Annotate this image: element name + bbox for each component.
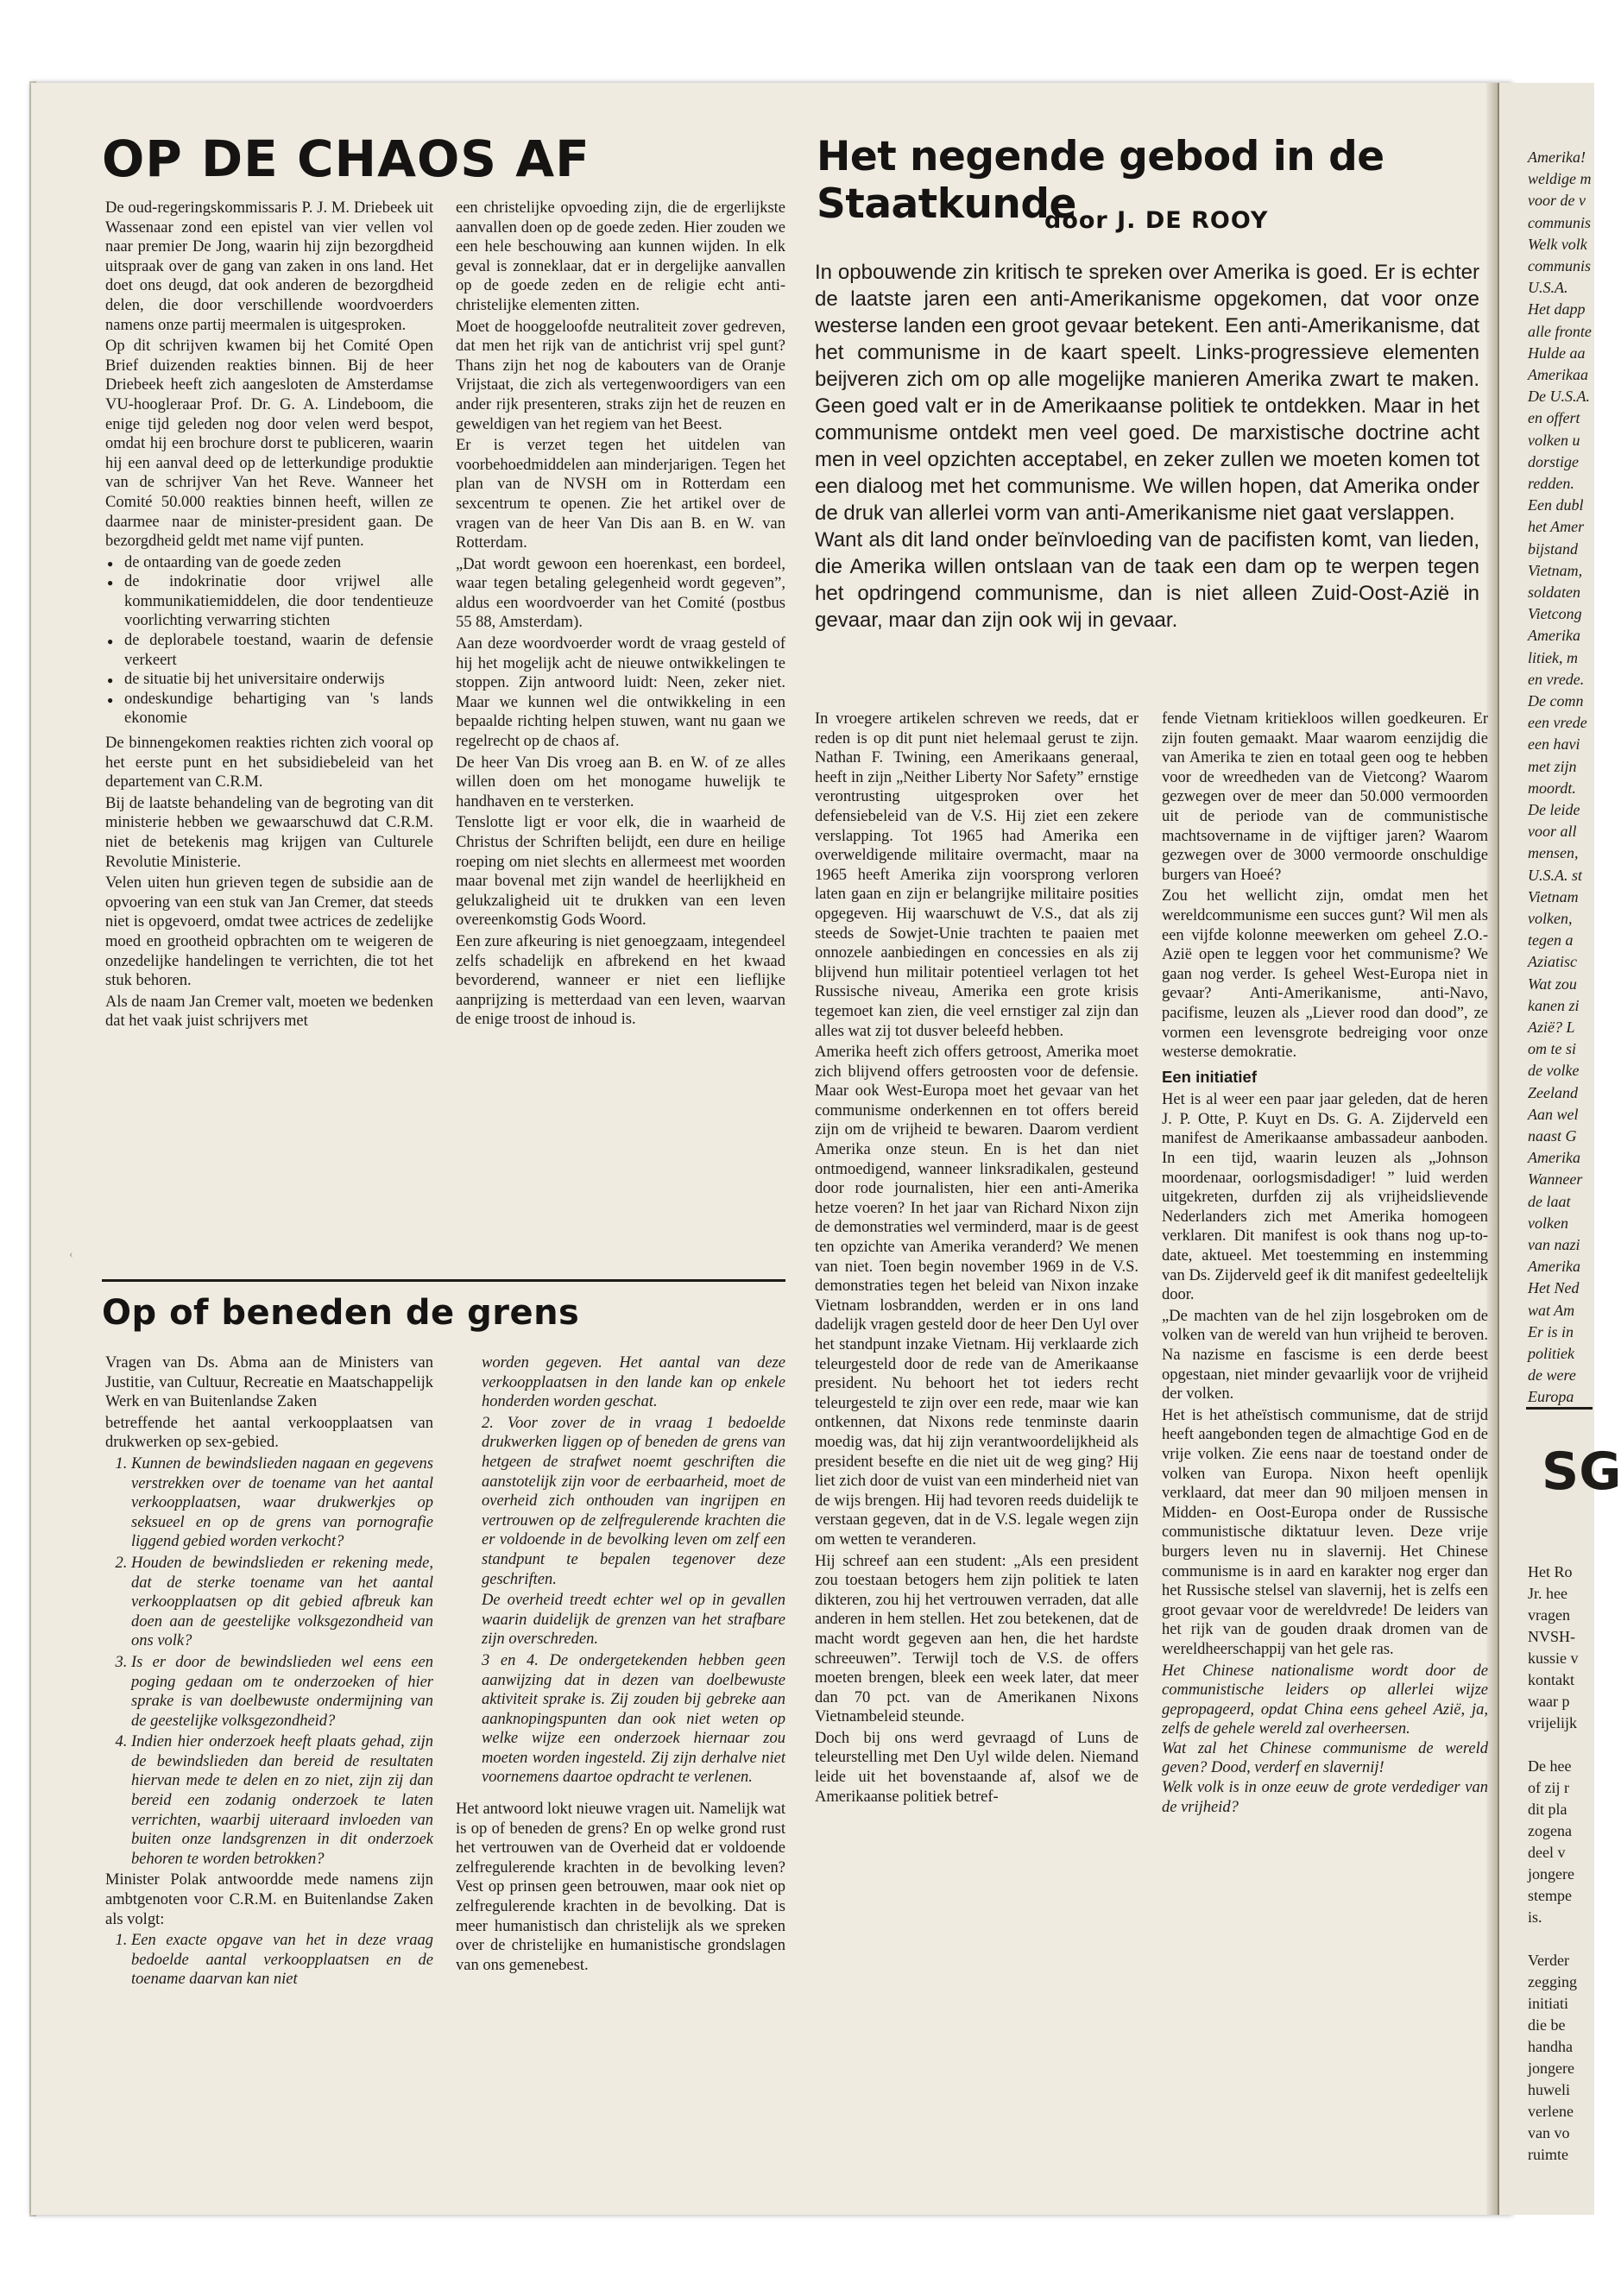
paragraph: Bij de laatste behandeling van de begroting van dit ministerie hebben we gewaarschuwd dat C.R.M. niet de betekenis mag krijgen van Culturele Revolutie Ministerie. <box>105 794 433 871</box>
list-item: ● ondeskundige behartiging van 's lands ekonomie <box>124 690 433 729</box>
adjacent-line: een havi <box>1528 735 1580 754</box>
paragraph: Moet de hooggeloofde neutraliteit zover gedreven, dat men het rijk van de antichrist vrij spel gunt? Thans zijn het nog de kabouters van de Oranje Vrijstaat, die zich als vertegenwoordigers van een ander rijk presenteren, straks zijn het de reuzen en geweldigen van het regiem van het Beest. <box>456 318 785 433</box>
adjacent-line: moordt. <box>1528 779 1576 797</box>
adjacent-line: Wanneer <box>1528 1170 1583 1189</box>
answer-list <box>105 1931 433 1990</box>
adjacent-line: dit pla <box>1528 1801 1567 1818</box>
question-list <box>105 1454 433 1869</box>
adjacent-line: politiek <box>1528 1345 1574 1362</box>
adjacent-line: Het Ro <box>1528 1563 1573 1580</box>
list-item: ● de indokrinatie door vrijwel alle kommunikatiemiddelen, die door tendentieuze voorlichting verwarring stichten <box>124 572 433 631</box>
adjacent-line: volken <box>1528 1214 1568 1232</box>
article-grens-column-1 <box>105 1353 433 1991</box>
adjacent-line: Zeeland <box>1528 1083 1578 1101</box>
adjacent-line: verlene <box>1528 2103 1574 2120</box>
adjacent-line: Azië? L <box>1528 1019 1575 1036</box>
adjacent-line: Vietnam <box>1528 887 1579 905</box>
adjacent-line: NVSH- <box>1528 1628 1576 1645</box>
adjacent-line: jongere <box>1528 2059 1574 2077</box>
list-item: 1. Kunnen de bewindslieden nagaan en gegevens verstrekken over de toename van het aantal verkoopplaatsen, waar drukwerkjes op seksueel en op de grens van pornografie liggend gebied worden verkocht? <box>131 1454 433 1552</box>
adjacent-line: communis <box>1528 213 1591 231</box>
adjacent-line: U.S.A. <box>1528 279 1568 297</box>
adjacent-line: bijstand <box>1528 539 1579 558</box>
adjacent-line: vragen <box>1528 1606 1570 1624</box>
paragraph: 3 en 4. De ondergetekenden hebben geen aanwijzing dat in dezen van doelbewuste aktiviteit sprake is. Zij zouden bij gebreke aan aanknopingspunten dan ook niet weten op welke wijze een onderzoek hiernaar zou moeten worden ingesteld. Zij zijn derhalve niet voornemens daartoe opdracht te verlenen. <box>482 1651 785 1787</box>
article-title-chaos: OP DE CHAOS AF <box>102 129 590 188</box>
article-gebod-lead <box>815 259 1479 634</box>
adjacent-line: om te si <box>1528 1040 1576 1058</box>
adjacent-line: tegen a <box>1528 931 1574 949</box>
list-item: ● de ontaarding van de goede zeden <box>124 553 433 573</box>
adjacent-line: Aziatisc <box>1528 953 1577 971</box>
adjacent-line: communis <box>1528 257 1591 274</box>
adjacent-line: deel v <box>1528 1844 1566 1861</box>
adjacent-line: Jr. hee <box>1528 1585 1567 1602</box>
byline: door J. DE ROOY <box>1044 207 1269 234</box>
adjacent-line: De hee <box>1528 1757 1572 1775</box>
adjacent-line: soldaten <box>1528 583 1580 601</box>
adjacent-line: vrijelijk <box>1528 1714 1577 1731</box>
list-item: 1. Een exacte opgave van het in deze vraag bedoelde aantal verkoopplaatsen en de toename daarvan kan niet <box>131 1931 433 1990</box>
paragraph: Zou het wellicht zijn, omdat men het wereldcommunisme een succes gunt? Wil men als een vijfde kolonne meewerken om geheel Z.O.-Azië open te leggen voor het communisme? We gaan nog verder. Is geheel West-Europa niet in gevaar? Anti-Amerikanisme, anti-Navo, pacifisme, leuzen als „Liever rood dan dood”, ze vormen een levensgrote bedreiging voor onze westerse demokratie. <box>1162 887 1488 1062</box>
adjacent-line: jongere <box>1528 1865 1574 1883</box>
list-item: 3. Is er door de bewindslieden wel eens een poging gedaan om te onderzoeken of hier sprake is van doelbewuste ondermijning van de geestelijke volksgezondheid? <box>131 1653 433 1731</box>
article-gebod-column-2 <box>1162 710 1488 1819</box>
adjacent-line: Het dapp <box>1528 300 1586 319</box>
adjacent-line: De U.S.A. <box>1528 388 1590 406</box>
adjacent-line: dorstige <box>1528 452 1580 470</box>
adjacent-line: De comn <box>1528 692 1584 710</box>
adjacent-line: of zij r <box>1528 1779 1569 1796</box>
adjacent-line: Amerikaa <box>1528 366 1588 383</box>
article-grens-column-2 <box>456 1353 785 1977</box>
paragraph: Tenslotte ligt er voor elk, die in waarheid de Christus der Schriften belijdt, een dure en heilige roeping om niet slechts en allermeest met woorden maar bovenal met zijn wandel de heerlijkheid en gelukzaligheid uit te drukken van een leven overeenkomstig Gods Woord. <box>456 814 785 930</box>
article-chaos-column-2 <box>456 199 785 1031</box>
paragraph: „De machten van de hel zijn losgebroken om de volken van de wereld van hun vrijheid te beroven. Na nazisme en fascisme is een derde beest opgestaan, niet minder gevaarlijk voor de vrijheid der volken. <box>1162 1307 1488 1403</box>
paragraph: De binnengekomen reakties richten zich vooral op het eerste punt en het subsidiebeleid van het departement van C.R.M. <box>105 735 433 792</box>
adjacent-line: alle fronte <box>1528 322 1592 340</box>
adjacent-line: kontakt <box>1528 1671 1574 1688</box>
adjacent-page-heading: SG <box>1542 1441 1621 1502</box>
paragraph: Een zure afkeuring is niet genoegzaam, integendeel zelfs schadelijk en afbrekend en het kwaad bevorderend, wanneer er niet een lieflijke aanprijzing is metterdaad van een leven, waarvan de enige troost de inhoud is. <box>456 932 785 1029</box>
paragraph: een christelijke opvoeding zijn, die de ergerlijkste aanvallen doen op de goede zeden. Hier zouden we een hele beschouwing aan kunnen wijden. In elk geval is zonneklaar, dat er in dergelijke aanvallen op de goede zeden en de religie echt anti-christelijke elementen zitten. <box>456 199 785 314</box>
paragraph: „Dat wordt gewoon een hoerenkast, een bordeel, waar tegen betaling gelegenheid wordt gegeven”, aldus een woordvoerder van het Comité (postbus 55 88, Amsterdam). <box>456 555 785 632</box>
adjacent-line: volken u <box>1528 431 1580 449</box>
subheading: Een initiatief <box>1162 1067 1257 1086</box>
article-title-grens: Op of beneden de grens <box>102 1293 580 1333</box>
adjacent-line: de volke <box>1528 1062 1580 1080</box>
adjacent-line: de laat <box>1528 1192 1571 1210</box>
paragraph: Het antwoord lokt nieuwe vragen uit. Namelijk wat is op of beneden de grens? En op welke grond rust het vertrouwen van de Overheid dat er voldoende zelfregulerende krachten in de bevolking leven? Vest op prinsen geen betrouwen, maar ook niet op zelfregulerende krachten in de bevolking. Dat is meer humanistisch dan christelijk als we spreken over de christelijke en humanistische grondslagen van ons gemenebest. <box>456 1801 785 1974</box>
adjacent-line: Wat zou <box>1528 975 1577 993</box>
adjacent-line: litiek, m <box>1528 648 1578 666</box>
paragraph: De overheid treedt echter wel op in gevallen waarin duidelijk de grenzen van het strafbare zijn overschreden. <box>482 1592 785 1649</box>
lead-paragraph: In opbouwende zin kritisch te spreken over Amerika is goed. Er is echter de laatste jaren een anti-Amerikanisme opgekomen, dat voor onze westerse landen een groot gevaar betekent. Een anti-Amerikanisme, dat het communisme in de kaart speelt. Links-progressieve elementen beijveren zich om op alle mogelijke manieren Amerika zwart te maken. Geen goed valt er in de Amerikaanse politiek te ontdekken. Maar in het communisme ontdekt men veel goed. De marxistische doctrine acht men in veel opzichten acceptabel, en zeker zullen we moeten komen tot een dialoog met het communisme. We willen hopen, dat Amerika onder de druk van allerlei vorm van anti-Amerikanisme niet gaat verslappen. <box>815 261 1479 525</box>
paragraph: Het is al weer een paar jaar geleden, dat de heren J. P. Otte, P. Kuyt en Ds. G. A. Zijderveld een manifest de Amerikaanse ambassadeur aanboden. In een tijd, waarin leuzen als „Johnson moordenaar, oorlogsmisdadiger! ” luid werden uitgekreten, durfden zij als vrijheidslievende Nederlanders zich met Amerika homogeen verklaren. Dit manifest is ook thans nog up-to-date, aktueel. Met toestemming en instemming van Ds. Zijderveld geef ik dit manifest gedeeltelijk door. <box>1162 1091 1488 1304</box>
paragraph: Hij schreef aan een student: „Als een president zou toestaan betogers hem zijn politiek te laten dikteren, zou hij het vertrouwen verraden, dat alle anderen in hem stellen. Het zou betekenen, dat de macht wordt gegeven aan hen, die het hardste schreeuwen”. Terwijl toch de V.S. de offers moeten brengen, bleek een week later, dat meer dan 70 pct. van de Amerikanen Nixons Vietnambeleid steunde. <box>815 1552 1138 1726</box>
adjacent-line: huweli <box>1528 2081 1570 2098</box>
paragraph: In vroegere artikelen schreven we reeds, dat er reden is op dit punt niet helemaal gerust te zijn. Nathan F. Twining, een Amerikaans generaal, heeft in zijn „Neither Liberty Nor Safety” ernstige verontrusting uitgesproken over het defensiebeleid van de V.S. Hij ziet een zekere verslapping. Tot 1965 had Amerika een overweldigende militaire overmacht, maar na 1965 heeft Amerika zijn voorsprong verloren laten gaan en zijn er belangrijke militaire posities opgegeven. Hij waarschuwt de V.S., dat als zij steeds de Sowjet-Unie trachten te paaien met onnozele aanbiedingen en concessies en als zij blijvend hun militair potentieel verlagen tot het Russische niveau, Amerika een grote krisis tegemoet kan zien, die veel ernstiger zal zijn dan alles wat zij tot dusver beleefd hebben. <box>815 710 1138 1040</box>
paragraph: fende Vietnam kritiekloos willen goedkeuren. Er zijn fouten gemaakt. Maar waarom eenzijdig die van Amerika te zien en totaal geen oog te hebben voor de wreedheden van de Vietcong? Waarom gezwegen over de meer dan 50.000 vermoorden uit de periode van de communistische machtsovername in de vijftiger jaren? Waarom gezwegen over de 3000 vermoorde onschuldige burgers van Hoeé? <box>1162 710 1488 884</box>
list-item: 2. Houden de bewindslieden er rekening mede, dat de sterke toename van het aantal verkoopplaatsen op dit gebied afbreuk kan doen aan de geestelijke volksgezondheid van ons volk? <box>131 1554 433 1651</box>
adjacent-line: redden. <box>1528 475 1574 492</box>
adjacent-line: U.S.A. st <box>1528 866 1582 884</box>
list-item: ● de situatie bij het universitaire onderwijs <box>124 670 433 690</box>
adjacent-line: van nazi <box>1528 1236 1580 1253</box>
adjacent-line: Een dubl <box>1528 496 1584 514</box>
adjacent-line: die be <box>1528 2016 1566 2034</box>
adjacent-line: Vietcong <box>1528 605 1582 623</box>
adjacent-line: naast G <box>1528 1127 1577 1145</box>
adjacent-line: voor de v <box>1528 192 1586 210</box>
paragraph: Aan deze woordvoerder wordt de vraag gesteld of hij het mogelijk acht de nieuwe ontwikkelingen te stoppen. Zijn antwoord luidt: Neen, zeker niet. Maar we kunnen wel die ontwikkeling in een bepaalde richting helpen stuwen, want nu gaan we regelrecht op de chaos af. <box>456 635 785 751</box>
article-chaos-column-1 <box>105 199 433 1033</box>
page-gutter <box>1486 83 1498 2215</box>
paragraph: De oud-regeringskommissaris P. J. M. Driebeek uit Wassenaar zond een epistel van vier vellen vol naar premier De Jong, waarin hij zijn bezorgdheid uitspraak over de gang van zaken in ons land. Het doet ons deugd, dat ook anderen de bezorgdheid delen, die door verschillende woordvoerders namens onze partij meermalen is uitgesproken. <box>105 199 433 334</box>
paragraph: betreffende het aantal verkoopplaatsen van drukwerken op sex-gebied. <box>105 1414 433 1452</box>
adjacent-line: een vrede <box>1528 714 1587 732</box>
adjacent-line: Europa <box>1528 1388 1574 1406</box>
adjacent-line: waar p <box>1528 1693 1570 1710</box>
adjacent-line: Vietnam, <box>1528 561 1583 579</box>
paragraph: Velen uiten hun grieven tegen de subsidie aan de opvoering van een stuk van Jan Cremer, dat steeds niet is opgevoerd, omdat twee actrices de zedelijke moed en grootheid opbrachten om te weigeren de onzedelijke handelingen te verrichten, die tot het stuk behoren. <box>105 874 433 990</box>
paragraph: 2. Voor zover de in vraag 1 bedoelde drukwerken liggen op of beneden de grens van hetgeen de strafwet noemt geschriften die aanstotelijk zijn voor de eerbaarheid, moet de overheid zich onthouden van ingrijpen en vertrouwen op de zelfregulerende krachten die er voldoende in de bevolking leven om zelf een standpunt te bepalen tegenover deze geschriften. <box>482 1414 785 1588</box>
adjacent-line: De leide <box>1528 801 1580 818</box>
paragraph: De heer Van Dis vroeg aan B. en W. of ze alles willen doen om het monogame huwelijk te handhaven en te versterken. <box>456 754 785 811</box>
paragraph: Het Chinese nationalisme wordt door de communistische leiders op allerlei wijze gepropageerd, opdat China eens geheel Azië, ja, zelfs de gehele wereld zal overheersen. Wat zal het Chinese communisme de wereld geven? Dood, verderf en slavernij! Welk volk is in onze eeuw de grote verdediger van de vrijheid? <box>1162 1662 1488 1816</box>
adjacent-line: kussie v <box>1528 1649 1579 1667</box>
adjacent-line: stempe <box>1528 1887 1572 1904</box>
adjacent-line: Welk volk <box>1528 235 1587 253</box>
adjacent-line: weldige m <box>1528 170 1592 188</box>
adjacent-line: is. <box>1528 1908 1542 1926</box>
article-gebod-column-1 <box>815 710 1138 1808</box>
adjacent-line: Hulde aa <box>1528 344 1586 362</box>
section-rule <box>1526 1407 1593 1410</box>
paragraph: Het is het atheïstisch communisme, dat de strijd heeft aangebonden tegen de almachtige God en de vrije volken. Zie eens naar de toestand onder de volken van Europa. Nixon heeft openlijk verklaard, dat meer dan 90 miljoen mensen in Midden- en Oost-Europa onder de Russische communistische diktatuur leven. Deze vrije burgers leven nu in slavernij. Het Chinese communisme is in aard en karakter nog erger dan het Russische stelsel van slavernij, het is zelfs een groot gevaar voor de wereldvrede! De leiders van het rijk van de gouden draak dromen van de wereldheerschappij van het gele ras. <box>1162 1406 1488 1658</box>
adjacent-line: initiati <box>1528 1995 1568 2012</box>
adjacent-line: Het Ned <box>1528 1279 1580 1297</box>
paragraph: Vragen van Ds. Abma aan de Ministers van Justitie, van Cultuur, Recreatie en Maatschappelijk Werk en van Buitenlandse Zaken <box>105 1354 433 1411</box>
adjacent-line: ruimte <box>1528 2146 1568 2163</box>
adjacent-line: Er is in <box>1528 1322 1574 1340</box>
adjacent-line: en vrede. <box>1528 670 1585 688</box>
adjacent-line: Aan wel <box>1528 1105 1579 1123</box>
lead-paragraph: Want als dit land onder beïnvloeding van de pacifisten komt, van lieden, die Amerika willen ontslaan van de taak een dam op te werpen tegen het opdringend communisme, dan is niet alleen Zuid-Oost-Azië in gevaar, maar dan zijn ook wij in gevaar. <box>815 528 1479 632</box>
paragraph: Doch bij ons werd gevraagd of Luns de teleurstelling met Den Uyl wilde delen. Niemand leide uit het bovenstaande af, alsof we de Amerikaanse politiek betref- <box>815 1729 1138 1806</box>
adjacent-line: voor all <box>1528 823 1577 841</box>
paragraph: Er is verzet tegen het uitdelen van voorbehoedmiddelen aan minderjarigen. Tegen het plan van de NVSH om in Rotterdam een sexcentrum te openen. Zie het artikel over de vragen van de heer Van Dis aan B. en W. van Rotterdam. <box>456 437 785 552</box>
adjacent-line: en offert <box>1528 409 1580 427</box>
adjacent-line: Amerika! <box>1528 148 1586 166</box>
list-item: 4. Indien hier onderzoek heeft plaats gehad, zijn de bewindslieden dan bereid de resultaten hiervan mede te delen en zo niet, zijn zij dan bereid een zodanig onderzoek te laten verrichten, waarbij uiteraard invloeden van buiten onze landsgrenzen in dit onderzoek behoren te worden betrokken? <box>131 1732 433 1869</box>
adjacent-line: de were <box>1528 1366 1576 1385</box>
adjacent-line: volken, <box>1528 910 1573 927</box>
article-title-gebod: Het negende gebod in de Staatkunde <box>817 133 1384 228</box>
scan-mark: ‹ <box>69 1248 73 1261</box>
adjacent-line: wat Am <box>1528 1301 1575 1319</box>
adjacent-line: Amerika <box>1528 1149 1580 1167</box>
paragraph: Op dit schrijven kwamen bij het Comité Open Brief duizenden reakties binnen. Bij de heer Driebeek heeft zich aangesloten de Amsterdamse VU-hoogleraar Prof. Dr. G. A. Lindeboom, die enige tijd geleden nog door velen werd bespot, omdat hij een brochure dorst te publiceren, waarin hij een aanval deed op de letterkundige produktie van de schrijver Van het Reve. Wanneer het Comité 50.000 reakties binnen heeft, willen ze daarmee naar de minister-president gaan. De bezorgdheid geldt met name vijf punten. <box>105 337 433 551</box>
adjacent-line: zogena <box>1528 1822 1572 1839</box>
adjacent-line: het Amer <box>1528 518 1585 536</box>
adjacent-line: met zijn <box>1528 757 1577 775</box>
adjacent-line: Verder <box>1528 1952 1569 1969</box>
section-rule <box>102 1279 785 1282</box>
adjacent-line: handha <box>1528 2038 1573 2055</box>
adjacent-line: zegging <box>1528 1973 1577 1990</box>
paragraph: Als de naam Jan Cremer valt, moeten we bedenken dat het vaak juist schrijvers met <box>105 993 433 1031</box>
adjacent-line: mensen, <box>1528 844 1579 862</box>
adjacent-line: Amerika <box>1528 627 1580 645</box>
paragraph: Amerika heeft zich offers getroost, Amerika moet zich blijvend offers getroosten voor de defensie. Maar ook West-Europa moet het gevaar van het communisme onderkennen en tot offers bereid zijn om de vrijheid te bewaren. Daarom verdient Amerika onze steun. En is het dan niet ontmoedigend, wanneer linksradikalen, gesteund door rode journalisten, hier een anti-Amerika hetze voeren? In het jaar van Richard Nixon zijn de demonstraties wel verminderd, maar is de geest ten opzichte van Amerika veranderd? We menen van niet. Toen begin november 1969 in de V.S. demonstraties tegen het beleid van Nixon inzake Vietnam losbrandden, werden er in ons land dadelijk vragen gesteld door de heer Den Uyl over het standpunt inzake Vietnam. Hij verklaarde zich teleurgesteld door de rede van de Amerikaanse president. Nu behoort het tot ieders recht teleurgesteld te zijn over een rede, maar wie kan ontkennen, dat Nixons rede tenminste daarin moedig was, dat hij zijn verantwoordelijkheid als president besefte en die niet uit de weg ging? Hij liet zich door de vuist van een minderheid niet van de wijs brengen. Hij had tevoren reeds duidelijk te verstaan gegeven, dat in de V.S. legale wegen zijn om wetten te veranderen. <box>815 1044 1138 1549</box>
adjacent-line: Amerika <box>1528 1258 1580 1276</box>
paragraph: worden gegeven. Het aantal van deze verkoopplaatsen in den lande kan op enkele honderden worden geschat. <box>482 1354 785 1411</box>
concern-list <box>105 553 433 729</box>
paragraph: Minister Polak antwoordde mede namens zijn ambtgenoten voor C.R.M. en Buitenlandse Zaken als volgt: <box>105 1871 433 1928</box>
adjacent-line: van vo <box>1528 2124 1570 2141</box>
adjacent-line: kanen zi <box>1528 996 1580 1014</box>
list-item: ● de deplorabele toestand, waarin de defensie verkeert <box>124 631 433 670</box>
